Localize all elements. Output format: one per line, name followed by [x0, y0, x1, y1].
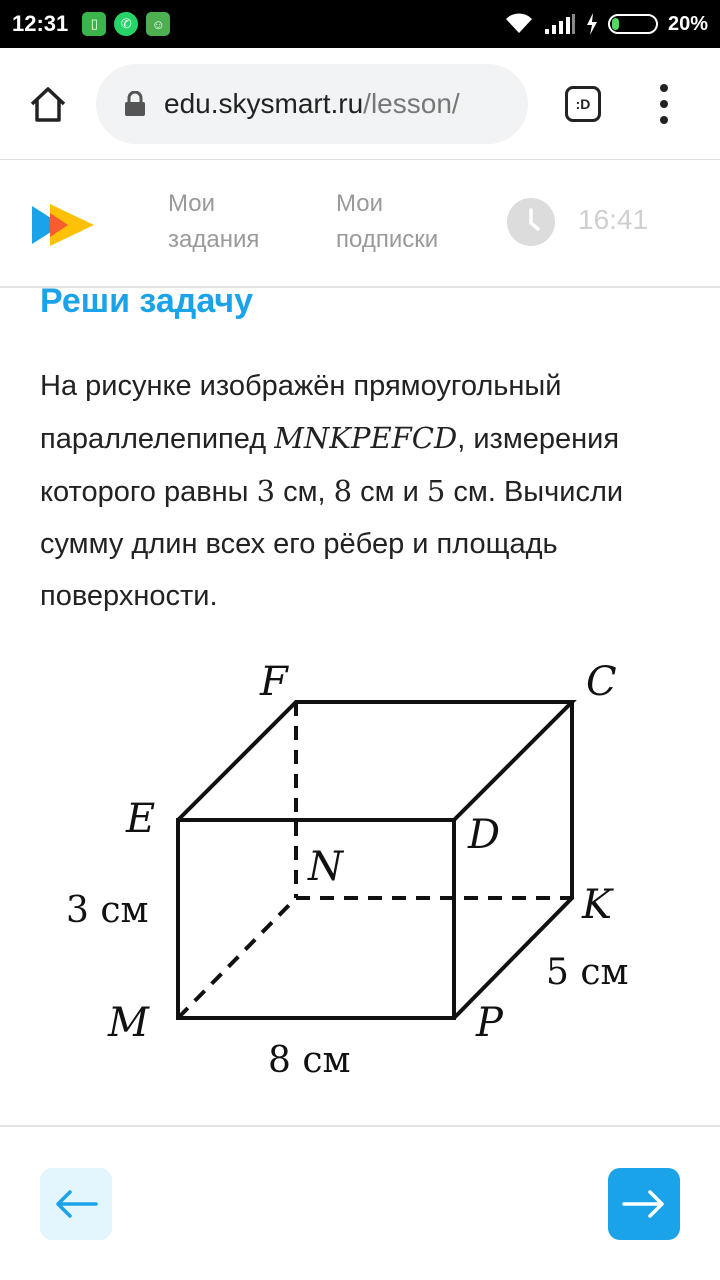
wifi-icon	[504, 13, 534, 35]
timer: 16:41	[578, 204, 649, 235]
dimension-value: 5	[426, 474, 446, 508]
battery-level-fill	[612, 18, 619, 30]
task-text-part: см,	[275, 476, 334, 508]
sim-app-icon: ▯	[82, 12, 106, 36]
dimension-label-height: 3 см	[66, 890, 149, 931]
vertex-label-K: K	[582, 882, 612, 928]
figure-name: MNKPEFCD	[274, 421, 458, 455]
parallelepiped-figure	[50, 640, 670, 1090]
overflow-menu-icon[interactable]	[654, 84, 674, 124]
status-indicators	[504, 13, 708, 36]
task-text-part: На рисунке изображён прямоугольный параллелепипед	[40, 370, 562, 455]
status-time: 12:31	[12, 11, 69, 36]
skysmart-logo[interactable]	[28, 200, 98, 250]
dimension-label-depth: 5 см	[546, 952, 629, 993]
footer-divider	[0, 1125, 720, 1127]
arrow-right-icon	[622, 1189, 666, 1219]
address-bar[interactable]	[96, 64, 528, 144]
battery-icon	[608, 14, 658, 34]
url-path: /lesson/	[363, 88, 460, 119]
lock-icon	[124, 91, 146, 117]
battery-percent: 20%	[667, 12, 708, 35]
nav-my-tasks[interactable]: Мои задания	[168, 190, 260, 253]
android-app-icon: ☺	[146, 12, 170, 36]
tab-switcher-button[interactable]: :D	[565, 86, 601, 122]
task-title: Реши задачу	[40, 282, 254, 320]
status-bar	[0, 0, 720, 48]
vertex-label-P: P	[476, 1000, 503, 1046]
signal-icon	[544, 13, 576, 35]
browser-toolbar	[0, 48, 720, 160]
vertex-label-E: E	[126, 796, 156, 842]
charging-icon	[586, 13, 598, 35]
arrow-left-icon	[54, 1189, 98, 1219]
vertex-label-M: M	[108, 1000, 149, 1046]
clock-icon	[507, 198, 555, 246]
dimension-label-width: 8 см	[268, 1040, 351, 1081]
task-text-part: см. Вычисли сумму длин всех его рёбер и площадь поверхности.	[40, 476, 624, 612]
edge-hidden	[178, 898, 296, 1018]
task-text-part: см и	[352, 476, 427, 508]
vertex-label-D: D	[468, 812, 501, 858]
next-button[interactable]	[608, 1168, 680, 1240]
prev-button[interactable]	[40, 1168, 112, 1240]
vertex-label-F: F	[260, 659, 288, 705]
site-header	[0, 160, 720, 288]
top-face-edges	[178, 702, 572, 820]
vertex-label-C: C	[586, 659, 617, 705]
url-text	[164, 88, 460, 120]
task-text-part: , измерения которого равны	[40, 423, 620, 508]
url-host: edu.skysmart.ru	[164, 88, 364, 119]
nav-my-subscriptions[interactable]: Мои подписки	[336, 190, 439, 253]
dimension-value: 8	[333, 474, 353, 508]
dimension-value: 3	[256, 474, 276, 508]
vertex-label-N: N	[308, 844, 343, 890]
home-icon[interactable]	[26, 82, 70, 126]
task-text	[40, 360, 690, 622]
whatsapp-icon: ✆	[114, 12, 138, 36]
